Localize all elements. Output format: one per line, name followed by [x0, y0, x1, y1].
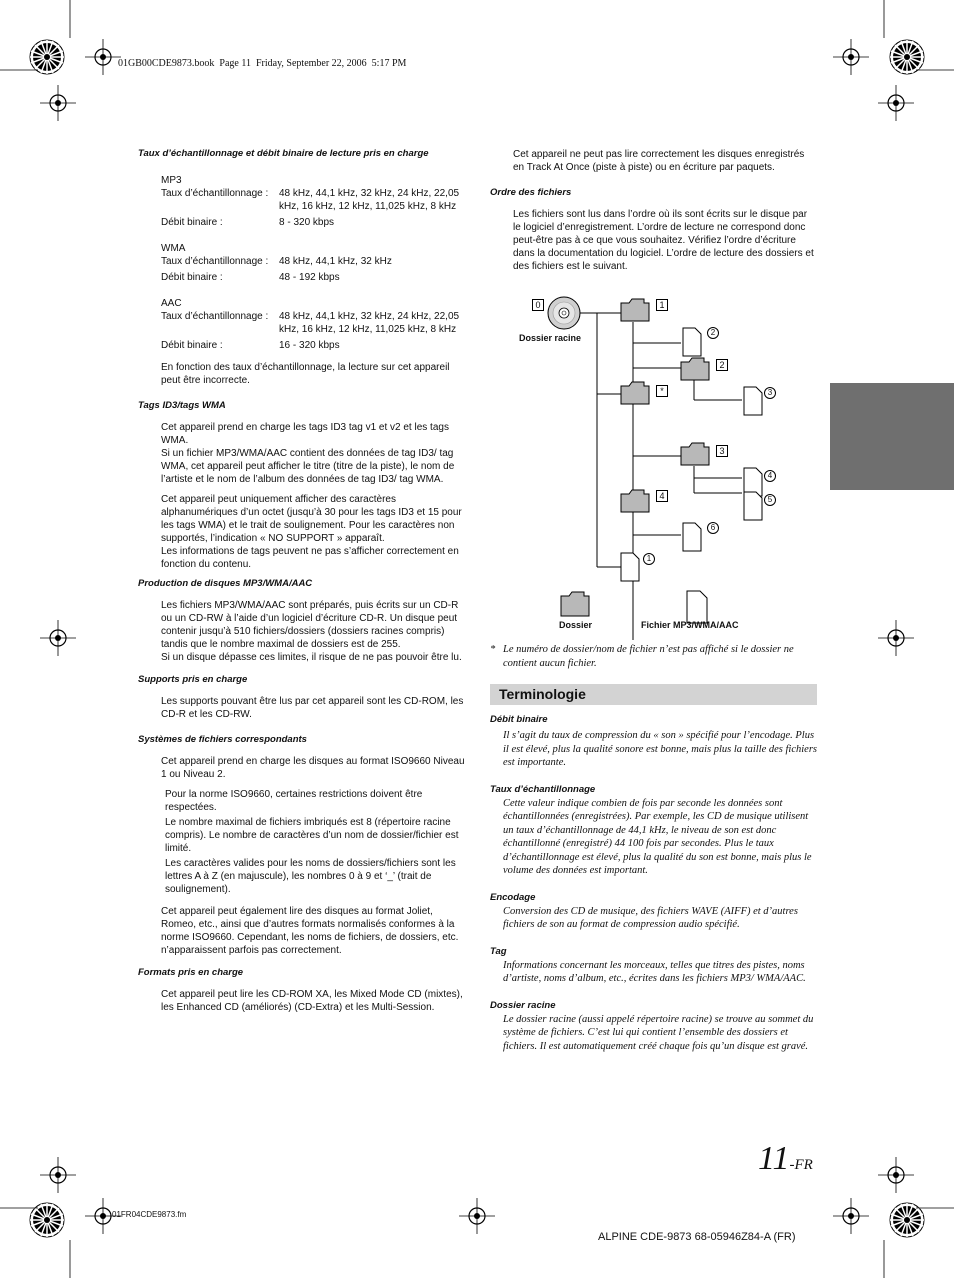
folder-icon [681, 443, 709, 465]
tags-paragraph-1: Cet appareil prend en charge les tags ID3 tag v1 et v2 et les tags WMA. Si un fichier MP3/WMA/AAC contient des données de tag ID3/ tag WMA, cet appareil peut afficher le titre (titre de la piste), le nom de l’artiste et le nom de l’album des données de tag ID3/ tag WMA. [161, 422, 455, 485]
folder-icon [621, 490, 649, 512]
term-title-tag: Tag [490, 945, 507, 957]
folder-icon [621, 382, 649, 404]
terminology-list [490, 714, 817, 1053]
footnote-text: Le numéro de dossier/nom de fichier n’est pas affiché si le dossier ne contient aucun fichier. [503, 644, 794, 669]
term-title-root: Dossier racine [490, 999, 556, 1011]
folder-icon [681, 358, 709, 380]
file-number-4: 4 [764, 470, 776, 482]
file-icon [744, 387, 762, 415]
folder-icon [621, 299, 649, 321]
media-paragraph: Les supports pouvant être lus par cet appareil sont les CD-ROM, les CD-R et les CD-RW. [161, 696, 464, 720]
term-text-bitrate: Il s’agit du taux de compression du « son » spécifié pour l’encodage. Plus il est élevé, plus la qualité sonore est bonne, mais plus la taille des fichiers est importante. [503, 730, 817, 768]
section-title-formats: Formats pris en charge [138, 967, 244, 978]
term-text-sampling: Cette valeur indique combien de fois par seconde les données sont échantillonnées (enregistrées). Par exemple, les CD de musique utilisent un taux d’échantillonnage de 44,1 kHz, le niveau de son est donc échantillonné (enregistré) 44 100 fois par secondes. Plus le taux d’échantillonnage est élevé, plus la qualité du son est bonne, mais plus le volume des données est important. [503, 797, 812, 876]
file-number-6: 6 [707, 522, 719, 534]
footnote-mark: * [490, 644, 496, 655]
folder-tree-diagram [490, 290, 820, 640]
term-title-sampling: Taux d’échantillonnage [490, 783, 596, 795]
rates-note: En fonction des taux d’échantillonnage, la lecture sur cet appareil peut être incorrecte. [161, 362, 450, 386]
file-number-1: 1 [643, 553, 655, 565]
registration-star-top-left [30, 40, 64, 74]
production-paragraph: Les fichiers MP3/WMA/AAC sont préparés, puis écrits sur un CD-R ou un CD-RW à l’aide d’un logiciel d’écriture CD-R. Un disque peut contenir jusqu’à 510 fichiers/dossiers (dossiers racines compris) tandis que le nombre maximal de dossiers est de 255. Si un disque dépasse ces limites, il risque de ne pas pouvoir être lu. [161, 600, 462, 663]
terminology-title: Terminologie [499, 686, 586, 702]
footer-file-name: 01FR04CDE9873.fm [112, 1210, 187, 1219]
section-title-media: Supports pris en charge [138, 674, 248, 685]
root-label: Dossier racine [519, 333, 582, 343]
file-number-2: 2 [707, 327, 719, 339]
filesystems-bullet-2: Le nombre maximal de fichiers imbriqués est 8 (répertoire racine compris). Le nombre de caractères d’un nom de dossier/fichier est limité. [165, 817, 459, 854]
page-number: 11-FR [758, 1140, 813, 1177]
section-title-production: Production de disques MP3/WMA/AAC [138, 578, 313, 589]
file-number-5: 5 [764, 494, 776, 506]
term-text-tag: Informations concernant les morceaux, telles que titres des pistes, noms d’artiste, noms d’album, etc., écrites dans les fichiers MP3/ WMA/AAC. [503, 959, 806, 984]
registration-star-top-right [890, 40, 924, 74]
diagram-footnote [490, 643, 817, 670]
order-paragraph: Les fichiers sont lus dans l’ordre où ils sont écrits sur le disque par le logiciel d’enregistrement. L’ordre de lecture ne correspond donc peut-être pas à ce que vous souhaitez. Vérifiez l’ordre d’écriture dans la documentation du logiciel. L’ordre de lecture des dossiers et des fichiers est le suivant. [513, 209, 814, 272]
file-icon [621, 553, 639, 581]
terminology-header-bar [490, 684, 817, 705]
folder-number-3: 3 [716, 445, 728, 457]
file-legend-label: Fichier MP3/WMA/AAC [641, 620, 739, 630]
spec-mp3: MP3 Taux d’échantillonnage : 48 kHz, 44,1 kHz, 32 kHz, 24 kHz, 22,05 kHz, 16 kHz, 12 kHz, 11,025 kHz, 8 kHz Débit binaire : 8 - 320 kbps [161, 175, 460, 228]
filesystems-paragraph-2: Cet appareil peut également lire des disques au format Joliet, Romeo, etc., ainsi que d’autres formats normalisés conformes à la norme ISO9660. Cependant, les noms de fichiers, de dossiers, etc. n’apparaissent parfois pas correctement. [161, 906, 459, 956]
section-title-tags: Tags ID3/tags WMA [138, 400, 226, 411]
term-text-encoding: Conversion des CD de musique, des fichiers WAVE (AIFF) et d’autres fichiers de son au format de compression audio spécifié. [503, 905, 798, 930]
file-icon [683, 328, 701, 356]
root-number-box: 0 [532, 299, 544, 311]
file-icon [683, 523, 701, 551]
spec-wma: WMA Taux d’échantillonnage : 48 kHz, 44,1 kHz, 32 kHz Débit binaire : 48 - 192 kbps [161, 243, 392, 283]
folder-number-4: 4 [656, 490, 668, 502]
folder-number-star: * [656, 385, 668, 397]
section-title-rates: Taux d’échantillonnage et débit binaire de lecture pris en charge [138, 148, 429, 159]
right-column-top [490, 148, 817, 273]
filesystems-bullet-3: Les caractères valides pour les noms de dossiers/fichiers sont les lettres A à Z (en majuscule), les nombres 0 à 9 et ‘_’ (trait de soulignement). [165, 858, 456, 895]
left-column [138, 148, 468, 1014]
section-title-filesystems: Systèmes de fichiers correspondants [138, 734, 307, 745]
folder-legend-icon [561, 592, 589, 616]
packet-writing-paragraph: Cet appareil ne peut pas lire correctement les disques enregistrés en Track At Once (piste à piste) ou en écriture par paquets. [513, 149, 805, 173]
spec-aac: AAC Taux d’échantillonnage : 48 kHz, 44,1 kHz, 32 kHz, 24 kHz, 22,05 kHz, 16 kHz, 12 kHz, 11,025 kHz, 8 kHz Débit binaire : 16 - 320 kbps [161, 298, 460, 351]
cd-icon [548, 297, 580, 329]
file-legend-icon [687, 591, 707, 623]
formats-paragraph: Cet appareil peut lire les CD-ROM XA, les Mixed Mode CD (mixtes), les Enhanced CD (améliorés) (CD-Extra) et les Multi-Session. [161, 989, 463, 1013]
term-title-encoding: Encodage [490, 891, 536, 903]
tags-paragraph-2: Cet appareil peut uniquement afficher des caractères alphanumériques d’un octet (jusqu’à 30 pour les tags ID3 et 15 pour les tags WMA) et le trait de soulignement. Pour les caractères non supportés, l’indication « NO SUPPORT » apparaît. Les informations de tags peuvent ne pas s’afficher correctement en fonction du contenu. [161, 494, 462, 570]
folder-legend-label: Dossier [559, 620, 593, 630]
file-icon [744, 492, 762, 520]
filesystems-paragraph-1: Cet appareil prend en charge les disques au format ISO9660 Niveau 1 ou Niveau 2. [161, 756, 465, 780]
section-title-order: Ordre des fichiers [490, 187, 572, 198]
footer-model: ALPINE CDE-9873 68-05946Z84-A (FR) [598, 1231, 796, 1243]
term-title-bitrate: Débit binaire [490, 714, 548, 725]
term-text-root: Le dossier racine (aussi appelé répertoire racine) se trouve au sommet du système de fichiers. C’est lui qui contient l’ensemble des dossiers et fichiers. Il est automatiquement créé chaque fois qu’un disque est gravé. [503, 1013, 814, 1052]
folder-number-2: 2 [716, 359, 728, 371]
section-tab [830, 383, 954, 490]
book-file-info: 01GB00CDE9873.book Page 11 Friday, September 22, 2006 5:17 PM [118, 58, 407, 69]
file-number-3: 3 [764, 387, 776, 399]
folder-number-1: 1 [656, 299, 668, 311]
filesystems-bullet-1: Pour la norme ISO9660, certaines restrictions doivent être respectées. [165, 789, 423, 813]
